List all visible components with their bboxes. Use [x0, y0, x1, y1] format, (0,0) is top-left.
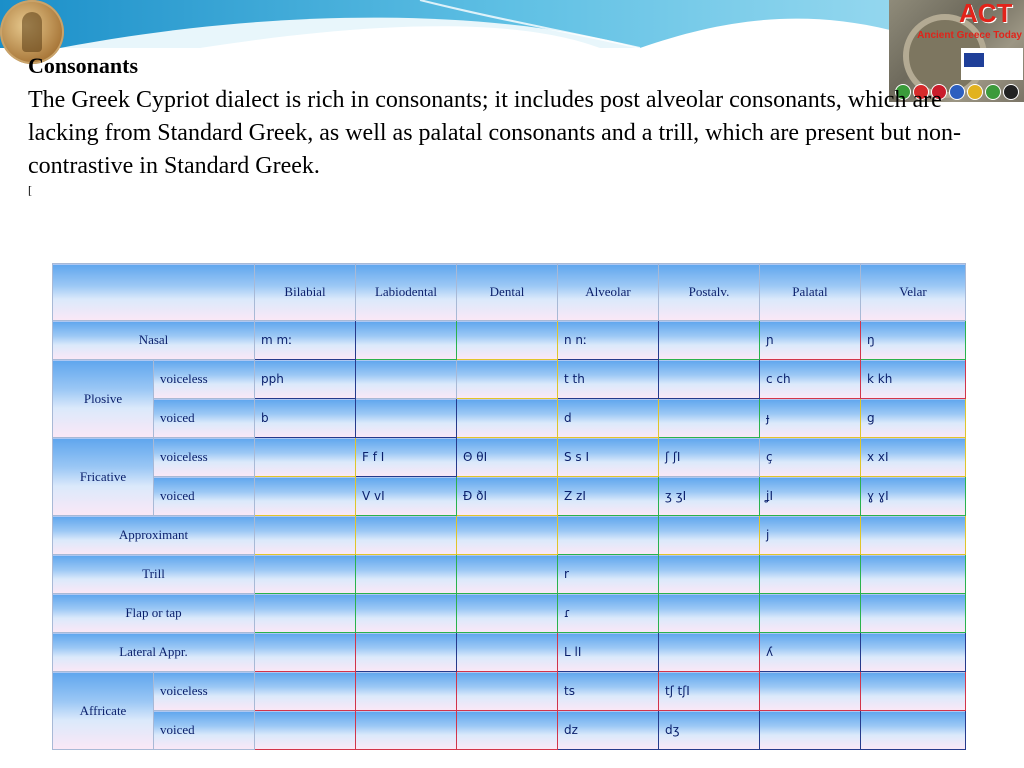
table-cell: c ch — [760, 360, 861, 399]
table-cell: Ð ðI — [457, 477, 558, 516]
row-header: Affricate — [53, 672, 154, 750]
table-row — [53, 360, 966, 399]
table-cell — [760, 672, 861, 711]
table-cell: V vI — [356, 477, 457, 516]
table-cell: k kh — [861, 360, 966, 399]
table-cell: ɲ — [760, 321, 861, 360]
row-header: Lateral Appr. — [53, 633, 255, 672]
table-row — [53, 399, 966, 438]
table-cell: ɣ ɣI — [861, 477, 966, 516]
table-row — [53, 477, 966, 516]
table-row — [53, 711, 966, 750]
table-cell — [457, 555, 558, 594]
col-header: Alveolar — [558, 264, 659, 321]
slide-heading: Consonants — [28, 53, 139, 78]
table-cell — [457, 360, 558, 399]
table-cell — [255, 672, 356, 711]
table-cell — [659, 399, 760, 438]
table-cell: r — [558, 555, 659, 594]
table-cell: L lI — [558, 633, 659, 672]
table-cell — [659, 594, 760, 633]
col-header: Postalv. — [659, 264, 760, 321]
table-cell: Θ θI — [457, 438, 558, 477]
table-cell: m mː — [255, 321, 356, 360]
table-cell — [356, 594, 457, 633]
col-header: Velar — [861, 264, 966, 321]
table-cell: ç — [760, 438, 861, 477]
row-subheader: voiceless — [154, 672, 255, 711]
col-header: Palatal — [760, 264, 861, 321]
table-cell: pph — [255, 360, 356, 399]
table-row — [53, 555, 966, 594]
col-header: Labiodental — [356, 264, 457, 321]
table-cell — [861, 633, 966, 672]
corner-cell — [53, 264, 255, 321]
table-cell: ʝI — [760, 477, 861, 516]
intro-paragraph — [28, 84, 1018, 197]
reference-mark: [ — [28, 183, 32, 197]
table-cell — [659, 555, 760, 594]
table-cell: S s I — [558, 438, 659, 477]
table-cell: F f I — [356, 438, 457, 477]
row-header: Approximant — [53, 516, 255, 555]
table-cell — [760, 555, 861, 594]
table-cell — [255, 477, 356, 516]
table-cell: Z zI — [558, 477, 659, 516]
table-row — [53, 516, 966, 555]
table-cell — [457, 399, 558, 438]
table-cell: b — [255, 399, 356, 438]
logo-title: ACT — [959, 0, 1013, 28]
col-header: Dental — [457, 264, 558, 321]
table-cell: x xI — [861, 438, 966, 477]
table-cell — [255, 594, 356, 633]
table-cell — [659, 633, 760, 672]
table-cell: ʃ ʃI — [659, 438, 760, 477]
table-cell — [356, 633, 457, 672]
table-cell — [861, 516, 966, 555]
table-cell: ts — [558, 672, 659, 711]
paragraph-text: The Greek Cypriot dialect is rich in consonants; it includes post alveolar consonants, which are lacking from Standard Greek, as well as palatal consonants and a trill, which are present but non-contrastive in Standard Greek. — [28, 87, 962, 179]
wave-decoration — [0, 0, 1024, 48]
table-cell: n nː — [558, 321, 659, 360]
table-cell — [457, 594, 558, 633]
table-cell — [255, 711, 356, 750]
row-header: Plosive — [53, 360, 154, 438]
table-cell: tʃ tʃI — [659, 672, 760, 711]
table-cell — [255, 555, 356, 594]
logo-subtitle: Ancient Greece Today — [917, 30, 1022, 41]
row-subheader: voiced — [154, 399, 255, 438]
table-cell: ɟ — [760, 399, 861, 438]
col-header: Bilabial — [255, 264, 356, 321]
row-subheader: voiceless — [154, 360, 255, 399]
table-cell — [356, 399, 457, 438]
table-cell: t th — [558, 360, 659, 399]
table-cell: j — [760, 516, 861, 555]
table-cell: d — [558, 399, 659, 438]
table-cell — [356, 672, 457, 711]
header-wave-banner — [0, 0, 1024, 48]
table-row — [53, 672, 966, 711]
table-row — [53, 321, 966, 360]
table-cell — [659, 516, 760, 555]
table-cell — [457, 321, 558, 360]
table-cell — [760, 711, 861, 750]
table-cell — [659, 360, 760, 399]
table-cell: ʒ ʒI — [659, 477, 760, 516]
row-subheader: voiceless — [154, 438, 255, 477]
table-cell — [659, 321, 760, 360]
table-cell — [457, 711, 558, 750]
table-cell — [861, 594, 966, 633]
table-cell — [255, 633, 356, 672]
table-cell — [356, 321, 457, 360]
row-header: Flap or tap — [53, 594, 255, 633]
table-header-row — [53, 264, 966, 321]
eu-programme-badge — [961, 48, 1023, 80]
row-header: Nasal — [53, 321, 255, 360]
table-cell — [760, 594, 861, 633]
table-cell — [457, 633, 558, 672]
table-cell: ʎ — [760, 633, 861, 672]
row-header: Fricative — [53, 438, 154, 516]
table-cell — [457, 516, 558, 555]
table-cell — [457, 672, 558, 711]
table-cell — [861, 711, 966, 750]
table-cell — [861, 555, 966, 594]
row-header: Trill — [53, 555, 255, 594]
table-cell: dʒ — [659, 711, 760, 750]
table-row — [53, 438, 966, 477]
eu-flag-icon — [964, 53, 984, 67]
table-cell: ɾ — [558, 594, 659, 633]
table-cell — [356, 360, 457, 399]
table-cell — [356, 555, 457, 594]
table-cell — [558, 516, 659, 555]
row-subheader: voiced — [154, 477, 255, 516]
table-cell — [861, 672, 966, 711]
table-cell — [356, 516, 457, 555]
table-cell: dz — [558, 711, 659, 750]
table-cell — [356, 711, 457, 750]
table-cell: ŋ — [861, 321, 966, 360]
table-cell — [255, 438, 356, 477]
table-row — [53, 633, 966, 672]
row-subheader: voiced — [154, 711, 255, 750]
table-cell — [255, 516, 356, 555]
consonant-table — [52, 263, 966, 750]
table-cell: g — [861, 399, 966, 438]
table-row — [53, 594, 966, 633]
